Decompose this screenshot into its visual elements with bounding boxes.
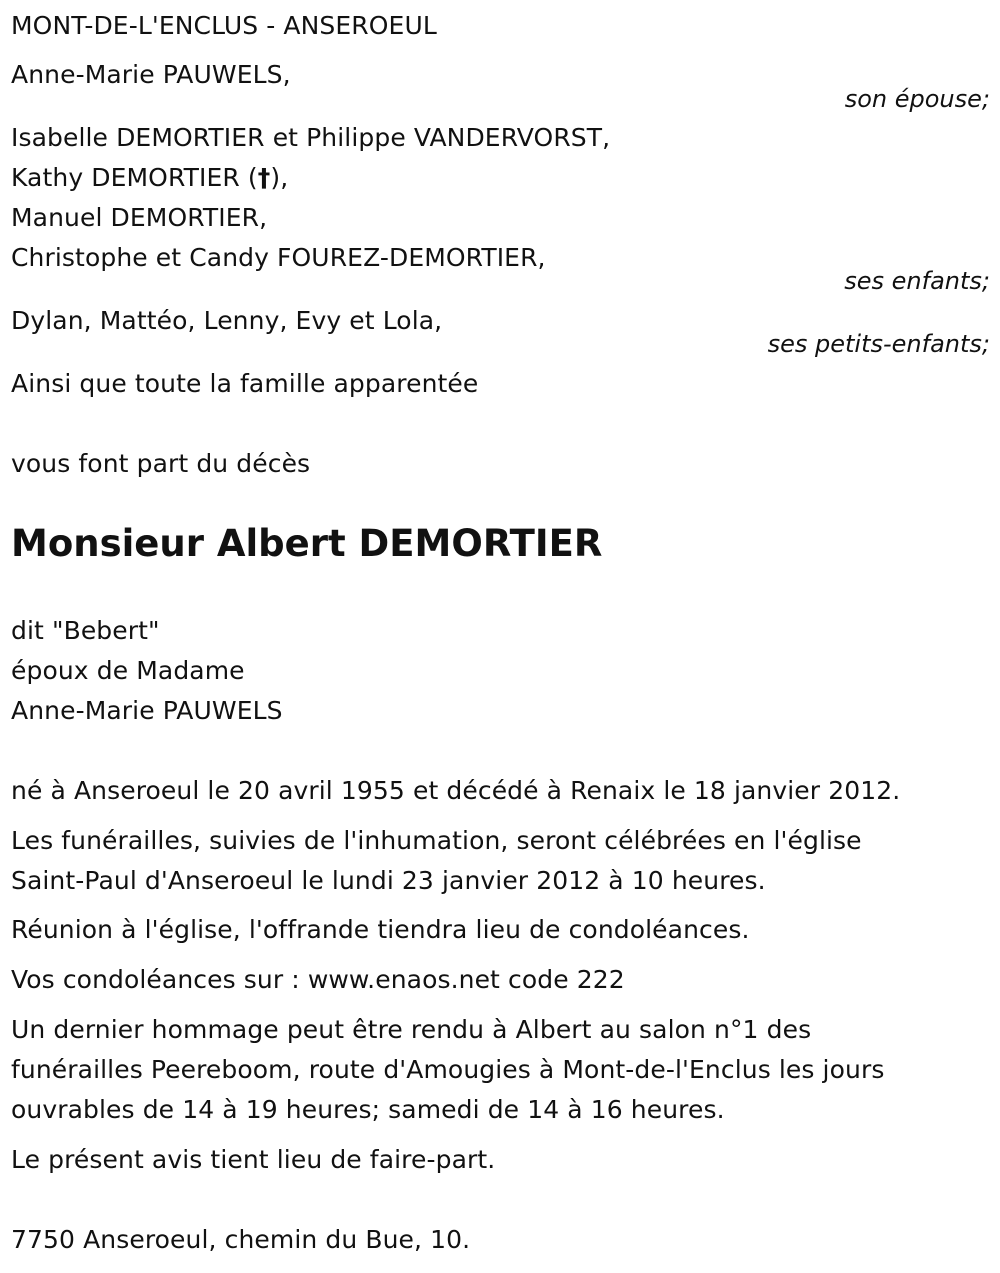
- child-2-name: Kathy DEMORTIER (: [11, 163, 258, 192]
- children-role: ses enfants;: [844, 267, 990, 295]
- spouse-name: Anne-Marie PAUWELS,: [11, 60, 291, 89]
- location-header: MONT-DE-L'ENCLUS - ANSEROEUL: [11, 11, 437, 40]
- address: 7750 Anseroeul, chemin du Bue, 10.: [11, 1225, 471, 1254]
- birth-death: né à Anseroeul le 20 avril 1955 et décédé à Renaix le 18 janvier 2012.: [11, 776, 901, 805]
- funeral-line-1: Les funérailles, suivies de l'inhumation, seront célébrées en l'église: [11, 826, 862, 855]
- funeral-line-2: Saint-Paul d'Anseroeul le lundi 23 janvier 2012 à 10 heures.: [11, 866, 766, 895]
- spouse-role: son épouse;: [844, 85, 990, 113]
- grandchildren-role: ses petits-enfants;: [767, 330, 990, 358]
- tribute-line-2: funérailles Peereboom, route d'Amougies à Mont-de-l'Enclus les jours: [11, 1055, 885, 1084]
- grandchildren-names: Dylan, Mattéo, Lenny, Evy et Lola,: [11, 306, 443, 335]
- meeting-info: Réunion à l'église, l'offrande tiendra lieu de condoléances.: [11, 915, 750, 944]
- child-3: Manuel DEMORTIER,: [11, 203, 268, 232]
- child-2: [11, 158, 288, 198]
- tribute-line-3: ouvrables de 14 à 19 heures; samedi de 14 à 16 heures.: [11, 1095, 725, 1124]
- extended-family: Ainsi que toute la famille apparentée: [11, 369, 479, 398]
- notice: Le présent avis tient lieu de faire-part.: [11, 1145, 496, 1174]
- announcement-intro: vous font part du décès: [11, 449, 311, 478]
- cross-icon: †: [257, 163, 271, 192]
- condolences-info: Vos condoléances sur : www.enaos.net code 222: [11, 965, 625, 994]
- child-1: Isabelle DEMORTIER et Philippe VANDERVORST,: [11, 123, 611, 152]
- spouse-line-1: époux de Madame: [11, 656, 245, 685]
- child-2-suffix: ),: [270, 163, 289, 192]
- child-4: Christophe et Candy FOUREZ-DEMORTIER,: [11, 243, 546, 272]
- tribute-line-1: Un dernier hommage peut être rendu à Albert au salon n°1 des: [11, 1015, 812, 1044]
- deceased-name: Monsieur Albert DEMORTIER: [11, 522, 603, 565]
- spouse-line-2: Anne-Marie PAUWELS: [11, 696, 283, 725]
- nickname: dit "Bebert": [11, 616, 160, 645]
